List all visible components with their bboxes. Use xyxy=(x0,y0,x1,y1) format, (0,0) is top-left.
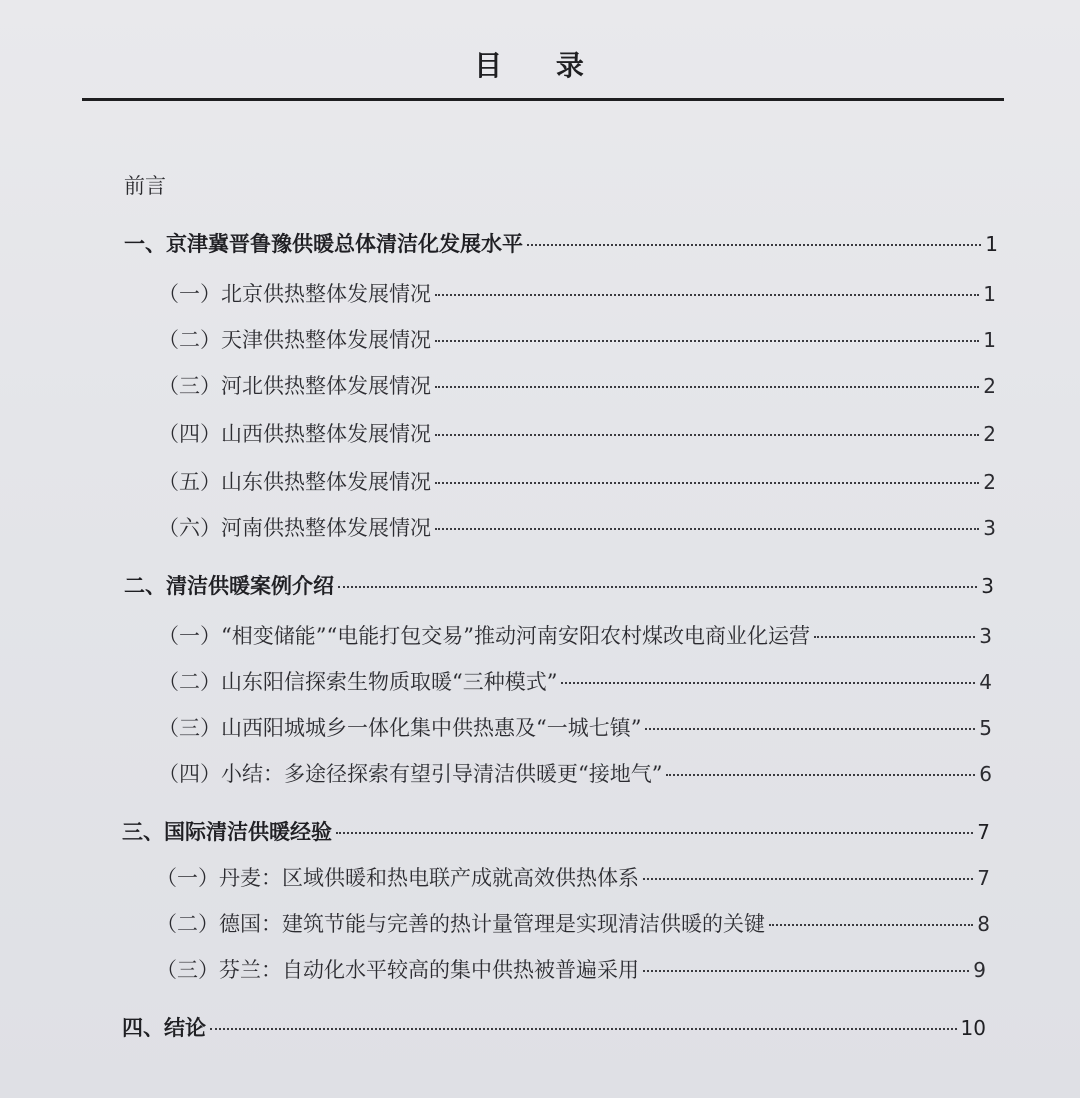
toc-page-number: 8 xyxy=(977,912,990,936)
dot-leader xyxy=(336,832,973,834)
toc-page-number: 2 xyxy=(983,470,996,494)
toc-page-number: 4 xyxy=(979,670,992,694)
toc-page-number: 1 xyxy=(985,232,998,256)
toc-page-number: 2 xyxy=(983,374,996,398)
toc-entry-label: （四）山西供热整体发展情况 xyxy=(158,422,431,446)
dot-leader xyxy=(645,728,975,730)
toc-page-number: 1 xyxy=(983,328,996,352)
toc-section xyxy=(158,418,996,448)
toc-section xyxy=(158,758,992,788)
toc-section xyxy=(156,908,990,938)
toc-chapter-3 xyxy=(122,816,990,846)
dot-leader xyxy=(210,1028,957,1030)
dot-leader xyxy=(435,434,979,436)
toc-section xyxy=(158,666,992,696)
dot-leader xyxy=(666,774,975,776)
dot-leader xyxy=(561,682,975,684)
toc-entry-label: （一）“相变储能”“电能打包交易”推动河南安阳农村煤改电商业化运营 xyxy=(158,624,810,648)
toc-entry-label: （四）小结：多途径探索有望引导清洁供暖更“接地气” xyxy=(158,762,663,786)
toc-section xyxy=(158,712,992,742)
title-rule xyxy=(82,98,1004,101)
dot-leader xyxy=(435,528,979,530)
toc-entry-label: （一）丹麦：区域供暖和热电联产成就高效供热体系 xyxy=(156,866,639,890)
toc-page-number: 6 xyxy=(979,762,992,786)
toc-page-number: 7 xyxy=(977,820,990,844)
toc-section xyxy=(158,324,996,354)
toc-page-number: 3 xyxy=(981,574,994,598)
dot-leader xyxy=(527,244,981,246)
toc-entry-label: （二）天津供热整体发展情况 xyxy=(158,328,431,352)
toc-page-number: 5 xyxy=(979,716,992,740)
toc-section xyxy=(158,620,992,650)
toc-entry-label: 三、国际清洁供暖经验 xyxy=(122,820,332,844)
dot-leader xyxy=(769,924,973,926)
toc-entry-label: 四、结论 xyxy=(122,1016,206,1040)
toc-section xyxy=(156,862,990,892)
dot-leader xyxy=(435,294,979,296)
toc-entry-label: （二）德国：建筑节能与完善的热计量管理是实现清洁供暖的关键 xyxy=(156,912,765,936)
dot-leader xyxy=(643,878,973,880)
toc-page-number: 3 xyxy=(983,516,996,540)
toc-chapter-1 xyxy=(124,228,998,258)
toc-chapter-4 xyxy=(122,1012,986,1042)
toc-preface: 前言 xyxy=(124,174,166,198)
dot-leader xyxy=(338,586,977,588)
toc-section xyxy=(158,278,996,308)
toc-entry-label: （三）芬兰：自动化水平较高的集中供热被普遍采用 xyxy=(156,958,639,982)
toc-page-number: 1 xyxy=(983,282,996,306)
toc-section xyxy=(158,370,996,400)
toc-entry-label: （三）山西阳城城乡一体化集中供热惠及“一城七镇” xyxy=(158,716,642,740)
toc-entry-label: （一）北京供热整体发展情况 xyxy=(158,282,431,306)
toc-page-number: 3 xyxy=(979,624,992,648)
toc-section xyxy=(158,466,996,496)
toc-entry-label: 二、清洁供暖案例介绍 xyxy=(124,574,334,598)
toc-chapter-2 xyxy=(124,570,994,600)
toc-page-number: 2 xyxy=(983,422,996,446)
dot-leader xyxy=(814,636,975,638)
toc-page-number: 9 xyxy=(973,958,986,982)
dot-leader xyxy=(435,482,979,484)
toc-section xyxy=(156,954,986,984)
toc-entry-label: （三）河北供热整体发展情况 xyxy=(158,374,431,398)
toc-entry-label: （五）山东供热整体发展情况 xyxy=(158,470,431,494)
toc-page-number: 10 xyxy=(960,1016,986,1040)
dot-leader xyxy=(435,340,979,342)
toc-entry-label: （二）山东阳信探索生物质取暖“三种模式” xyxy=(158,670,558,694)
toc-section xyxy=(158,512,996,542)
page-title: 目 录 xyxy=(474,49,606,82)
dot-leader xyxy=(643,970,969,972)
toc-page-number: 7 xyxy=(977,866,990,890)
toc-entry-label: 一、京津冀晋鲁豫供暖总体清洁化发展水平 xyxy=(124,232,523,256)
toc-entry-label: （六）河南供热整体发展情况 xyxy=(158,516,431,540)
dot-leader xyxy=(435,386,979,388)
